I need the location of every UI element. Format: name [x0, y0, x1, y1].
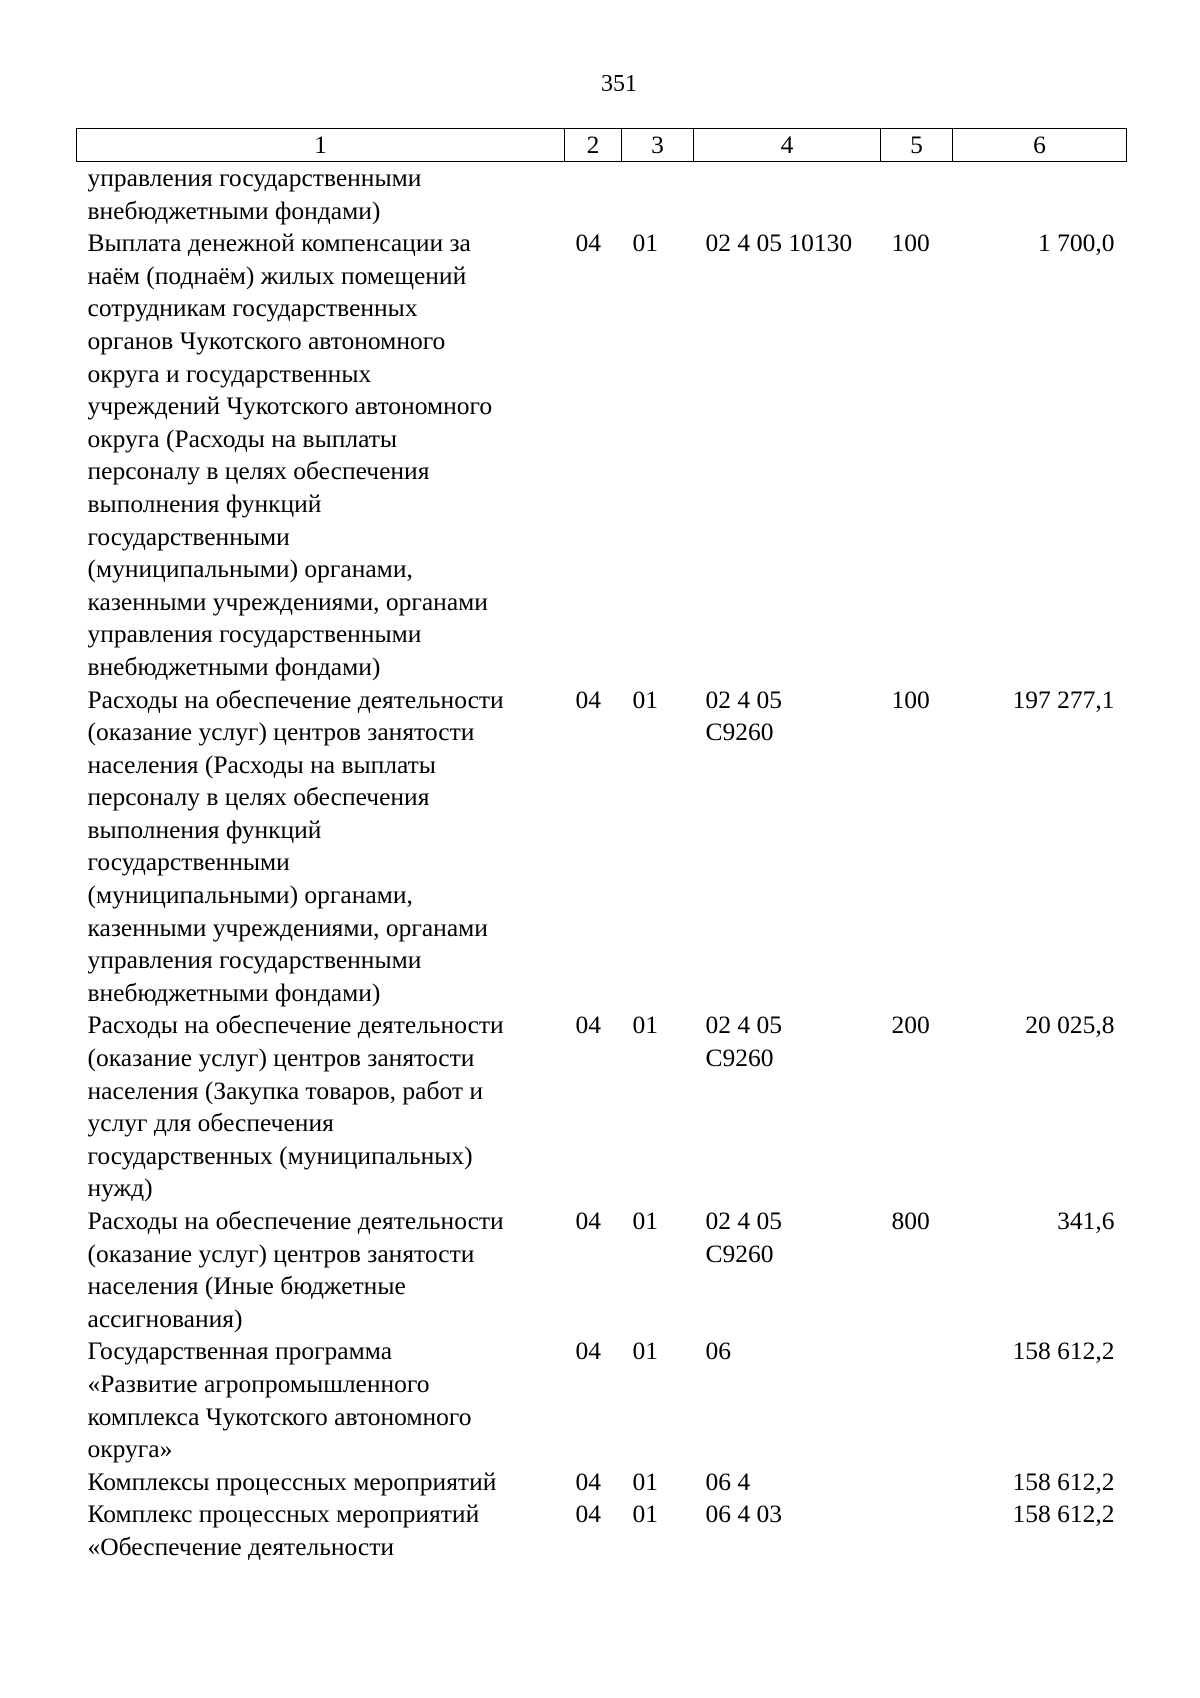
- page-number: 351: [601, 71, 637, 97]
- column-header-section: 2: [565, 129, 622, 162]
- cell-amount: 158 612,2: [1012, 1499, 1115, 1529]
- cell-section: 04: [575, 1499, 601, 1529]
- cell-subsection: 01: [632, 1010, 658, 1040]
- cell-section: 04: [575, 228, 601, 258]
- cell-section: 04: [575, 1466, 601, 1496]
- description-line: внебюджетными фондами): [87, 651, 381, 681]
- cell-subsection: 01: [632, 1466, 658, 1496]
- table-row: [77, 684, 1127, 1010]
- column-header-subsection: 3: [622, 129, 694, 162]
- cell-expense-type: [881, 1466, 953, 1499]
- cell-description: [77, 1205, 565, 1335]
- cell-target-article: [694, 1009, 881, 1205]
- description-line: управления государственными: [87, 619, 422, 649]
- cell-expense-type: [881, 162, 953, 228]
- cell-target-article: [694, 1205, 881, 1335]
- target-article-line: 02 4 05: [705, 684, 782, 714]
- description-line: «Обеспечение деятельности: [87, 1531, 395, 1561]
- cell-section: 04: [575, 1336, 601, 1366]
- cell-target-article: [694, 162, 881, 228]
- cell-section: 04: [575, 1010, 601, 1040]
- target-article-line: С9260: [705, 1043, 774, 1073]
- cell-amount: 20 025,8: [1025, 1010, 1115, 1040]
- description-line: внебюджетными фондами): [87, 977, 381, 1007]
- description-line: Расходы на обеспечение деятельности: [87, 684, 504, 714]
- target-article-line: 06: [705, 1336, 731, 1366]
- description-line: Комплекс процессных мероприятий: [87, 1499, 480, 1529]
- description-line: населения (Иные бюджетные: [87, 1271, 406, 1301]
- cell-expense-type: 100: [891, 228, 930, 258]
- description-line: (оказание услуг) центров занятости: [87, 1043, 475, 1073]
- target-article-line: 02 4 05: [705, 1206, 782, 1235]
- budget-table: [76, 128, 1127, 1564]
- target-article-line: С9260: [705, 717, 774, 747]
- description-line: органов Чукотского автономного: [87, 325, 446, 355]
- cell-target-article: [694, 227, 881, 683]
- cell-description: [77, 684, 565, 1010]
- cell-subsection: 01: [632, 684, 658, 714]
- cell-subsection: 01: [632, 1336, 658, 1366]
- table-row: [77, 162, 1127, 228]
- column-header-amount: 6: [953, 129, 1127, 162]
- cell-expense-type: 800: [891, 1206, 930, 1235]
- description-line: (муниципальными) органами,: [87, 880, 413, 910]
- description-line: выполнения функций: [87, 488, 322, 518]
- cell-amount: 158 612,2: [1012, 1466, 1115, 1496]
- cell-amount: [953, 162, 1127, 228]
- cell-amount: 158 612,2: [1012, 1336, 1115, 1366]
- cell-description: [77, 162, 565, 228]
- cell-description: [77, 1335, 565, 1465]
- table-row: [77, 1466, 1127, 1499]
- description-line: комплекса Чукотского автономного: [87, 1401, 472, 1431]
- description-line: услуг для обеспечения: [87, 1108, 334, 1138]
- description-line: внебюджетными фондами): [87, 195, 381, 225]
- description-line: округа и государственных: [87, 358, 372, 388]
- cell-amount: 197 277,1: [1012, 684, 1115, 714]
- cell-expense-type: 200: [891, 1010, 930, 1040]
- header-row: [77, 129, 1127, 162]
- cell-expense-type: 100: [891, 684, 930, 714]
- description-line: округа»: [87, 1434, 173, 1464]
- description-line: казенными учреждениями, органами: [87, 912, 488, 942]
- description-line: казенными учреждениями, органами: [87, 586, 488, 616]
- description-line: (оказание услуг) центров занятости: [87, 717, 475, 747]
- cell-description: [77, 1498, 565, 1563]
- cell-target-article: [694, 1466, 881, 1499]
- description-line: Расходы на обеспечение деятельности: [87, 1206, 504, 1235]
- description-line: Выплата денежной компенсации за: [87, 228, 471, 258]
- cell-description: [77, 1009, 565, 1205]
- description-line: Комплексы процессных мероприятий: [87, 1466, 497, 1496]
- cell-description: [77, 227, 565, 683]
- description-line: (муниципальными) органами,: [87, 554, 413, 584]
- cell-target-article: [694, 1335, 881, 1465]
- column-header-expense-type: 5: [881, 129, 953, 162]
- cell-section: 04: [575, 1206, 601, 1235]
- description-line: населения (Закупка товаров, работ и: [87, 1075, 484, 1105]
- description-line: сотрудникам государственных: [87, 293, 418, 323]
- cell-subsection: 01: [632, 1499, 658, 1529]
- description-line: округа (Расходы на выплаты: [87, 423, 398, 453]
- cell-amount: 1 700,0: [1038, 228, 1115, 258]
- description-line: нужд): [87, 1173, 153, 1203]
- description-line: учреждений Чукотского автономного: [87, 391, 493, 421]
- target-article-line: С9260: [705, 1238, 774, 1268]
- description-line: персоналу в целях обеспечения: [87, 782, 430, 812]
- column-header-target-article: 4: [694, 129, 881, 162]
- target-article-line: 02 4 05: [705, 1010, 782, 1040]
- description-line: (оказание услуг) центров занятости: [87, 1238, 475, 1268]
- cell-amount: 341,6: [1057, 1206, 1115, 1235]
- description-line: «Развитие агропромышленного: [87, 1368, 430, 1398]
- description-line: государственными: [87, 521, 290, 551]
- cell-expense-type: [881, 1498, 953, 1563]
- table-row: [77, 1335, 1127, 1465]
- cell-expense-type: [881, 1335, 953, 1465]
- description-line: персоналу в целях обеспечения: [87, 456, 430, 486]
- description-line: наём (поднаём) жилых помещений: [87, 260, 467, 290]
- target-article-line: 02 4 05 10130: [705, 228, 853, 258]
- description-line: управления государственными: [87, 945, 422, 975]
- target-article-line: 06 4: [705, 1466, 751, 1496]
- cell-section: 04: [575, 684, 601, 714]
- description-line: выполнения функций: [87, 814, 322, 844]
- cell-target-article: [694, 684, 881, 1010]
- cell-subsection: [622, 162, 694, 228]
- table-row: [77, 227, 1127, 683]
- description-line: Расходы на обеспечение деятельности: [87, 1010, 504, 1040]
- cell-subsection: 01: [632, 1206, 658, 1235]
- description-line: ассигнования): [87, 1303, 243, 1333]
- table-row: [77, 1009, 1127, 1205]
- description-line: населения (Расходы на выплаты: [87, 749, 436, 779]
- table-header: [77, 129, 1127, 162]
- cell-description: [77, 1466, 565, 1499]
- table-row: [77, 1498, 1127, 1563]
- cell-section: [565, 162, 622, 228]
- cell-target-article: [694, 1498, 881, 1563]
- target-article-line: 06 4 03: [705, 1499, 782, 1529]
- description-line: государственными: [87, 847, 290, 877]
- description-line: Государственная программа: [87, 1336, 393, 1366]
- description-line: управления государственными: [87, 163, 422, 192]
- column-header-description: 1: [77, 129, 565, 162]
- table-row: [77, 1205, 1127, 1335]
- table-body: [77, 162, 1127, 1564]
- description-line: государственных (муниципальных): [87, 1140, 473, 1170]
- cell-subsection: 01: [632, 228, 658, 258]
